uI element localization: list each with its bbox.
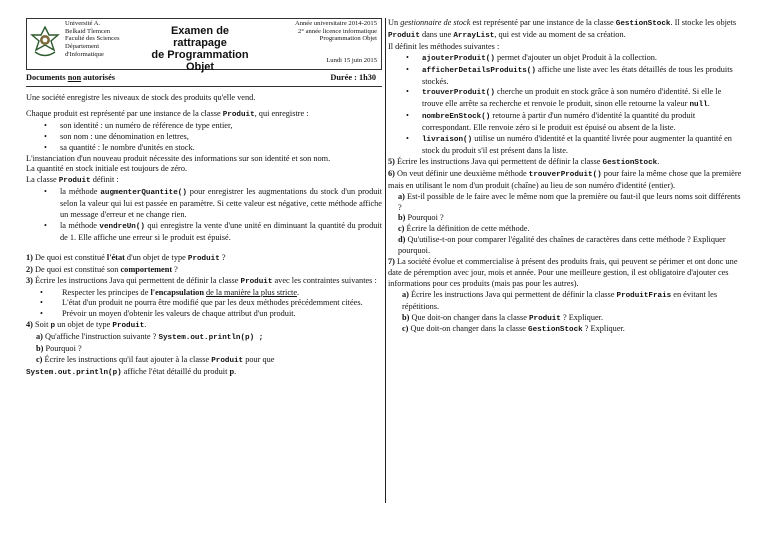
question-6c: c) Écrire la définition de cette méthode.: [398, 224, 530, 234]
produit-definition: Chaque produit est représenté par une instance de la classe Produit, qui enregistre :: [26, 108, 309, 119]
right-column: [388, 18, 744, 336]
docs-row: Documents non autorisés Durée : 1h30: [26, 73, 382, 87]
list-item: • ajouterProduit() permet d'ajouter un objet Produit à la collection.: [388, 53, 744, 65]
question-7: 7) La société évolue et commercialise à présent des produits frais, qui peuvent se périmer et ont donc une date de péremption avec jour, mois et année. Pour une meilleure gestion, il est obligatoire d'ajouter ces informations pour ces produits (mais pas pour les autres).: [388, 257, 738, 288]
intro-text: Une société enregistre les niveaux de stock des produits qu'elle vend.: [26, 93, 256, 102]
list-item: • L'état d'un produit ne pourra être modifié que par les deux méthodes précédemment citées.: [26, 298, 382, 309]
exam-date: Lundi 15 juin 2015: [326, 57, 377, 65]
methods-intro: Il définit les méthodes suivantes :: [388, 41, 500, 51]
question-4c-cont: System.out.println(p) affiche l'état détaillé du produit p.: [26, 366, 237, 377]
gestionstock-method-list: [388, 53, 744, 157]
faculty: Faculté des Sciences: [65, 35, 120, 43]
list-item: • Respecter les principes de l'encapsulation de la manière la plus stricte.: [26, 288, 382, 299]
department-label: Département: [65, 43, 100, 51]
list-item: • nombreEnStock() retourne à partir d'un numéro d'identité la quantité du produit correspondant. Elle renvoie zéro si le produit est épuisé ou absent de la liste.: [388, 111, 744, 134]
list-item: • son nom : une dénomination en lettres,: [26, 132, 382, 143]
question-6: 6) On veut définir une deuxième méthode trouverProduit() pour faire la même chose que la première mais en utilisant le nom d'un produit (chaîne) au lieu de son numéro d'identité (entier).: [388, 168, 742, 190]
question-4: 4) Soit p un objet de type Produit.: [26, 320, 147, 331]
question-4c: c) Écrire les instructions qu'il faut ajouter à la classe Produit pour que: [36, 354, 275, 365]
list-item: • la méthode vendreUn() qui enregistre la vente d'une unité en diminuant la quantité du produit de 1. Elle affiche une erreur si le produit est épuisé.: [26, 221, 382, 244]
list-item: • livraison() utilise un numéro d'identité et la quantité livrée pour augmenter la quantité en stock du produit s'il est présent dans la liste.: [388, 134, 744, 157]
column-divider: [385, 18, 386, 503]
constraint-list: [26, 288, 382, 321]
university-name: Université A.: [65, 20, 101, 27]
university-info: [65, 20, 120, 59]
university-city: Belkaid Tlemcen: [65, 27, 111, 35]
exam-header: [26, 18, 382, 73]
list-item: • sa quantité : le nombre d'unités en stock.: [26, 143, 382, 154]
question-4b: b) Pourquoi ?: [36, 344, 82, 354]
gestionstock-definition: Un gestionnaire de stock est représenté par une instance de la classe GestionStock. Il stocke les objets Produit dans une ArrayList, qui est vide au moment de sa création.: [388, 18, 737, 40]
question-3: 3) Écrire les instructions Java qui permettent de définir la classe Produit avec les contraintes suivantes :: [26, 275, 377, 286]
list-item: • la méthode augmenterQuantite() pour enregistrer les augmentations du stock d'un produit selon la valeur qui lui est passée en paramètre. Si cette valeur est négative, cette méthode affiche un message d'erreur et ne change rien.: [26, 187, 382, 221]
list-item: • trouverProduit() cherche un produit en stock grâce à son numéro d'identité. Si elle le trouve elle arrête sa recherche et renvoie le produit, sinon elle retourne la valeur null.: [388, 87, 744, 111]
level: 2° année licence informatique: [298, 27, 377, 35]
question-4a: a) Qu'affiche l'instruction suivante ? System.out.println(p) ;: [36, 332, 264, 343]
attribute-list: [26, 121, 382, 154]
duration: Durée : 1h30: [330, 73, 376, 82]
question-2: 2) De quoi est constitué son comportement ?: [26, 264, 178, 274]
init-text: L'instanciation d'un nouveau produit nécessite des informations sur son identité et son nom.: [26, 153, 331, 163]
question-6d: d) Qu'utilise-t-on pour comparer l'égalité des chaînes de caractères dans cette méthode ? Expliquer pourquoi.: [398, 235, 726, 256]
question-6a: a) Est-il possible de le faire avec le même nom que la première ou faut-il que leurs noms soit différents ?: [398, 191, 741, 212]
course-name: Programmation Objet: [319, 35, 377, 43]
question-6b: b) Pourquoi ?: [398, 213, 444, 223]
question-5: 5) Écrire les instructions Java qui permettent de définir la classe GestionStock.: [388, 156, 660, 167]
list-item: • afficherDetailsProduits() affiche une liste avec les états détaillés de tous les produits stockés.: [388, 65, 744, 88]
exam-title: Examen de rattrapage de Programmation Objet: [151, 25, 249, 73]
init-text-2: La quantité en stock initiale est toujours de zéro.: [26, 164, 188, 174]
list-item: • Prévoir un moyen d'obtenir les valeurs de chaque attribut d'un produit.: [26, 309, 382, 320]
academic-year: Année universitaire 2014-2015: [294, 20, 377, 27]
department-name: d'Informatique: [65, 50, 104, 58]
classe-definition: La classe Produit définit :: [26, 175, 119, 186]
list-item: • son identité : un numéro de référence de type entier,: [26, 121, 382, 132]
method-list: [26, 187, 382, 244]
left-column: [26, 18, 382, 379]
question-7c: c) Que doit-on changer dans la classe GestionStock ? Expliquer.: [402, 324, 625, 335]
university-logo-icon: [30, 26, 60, 60]
question-1: 1) De quoi est constitué l'état d'un objet de type Produit ?: [26, 252, 226, 263]
question-7b: b) Que doit-on changer dans la classe Produit ? Expliquer.: [402, 312, 604, 323]
question-7a: a) Écrire les instructions Java qui permettent de définir la classe ProduitFrais en évitant les répétitions.: [402, 289, 718, 311]
exam-meta: [295, 20, 377, 43]
